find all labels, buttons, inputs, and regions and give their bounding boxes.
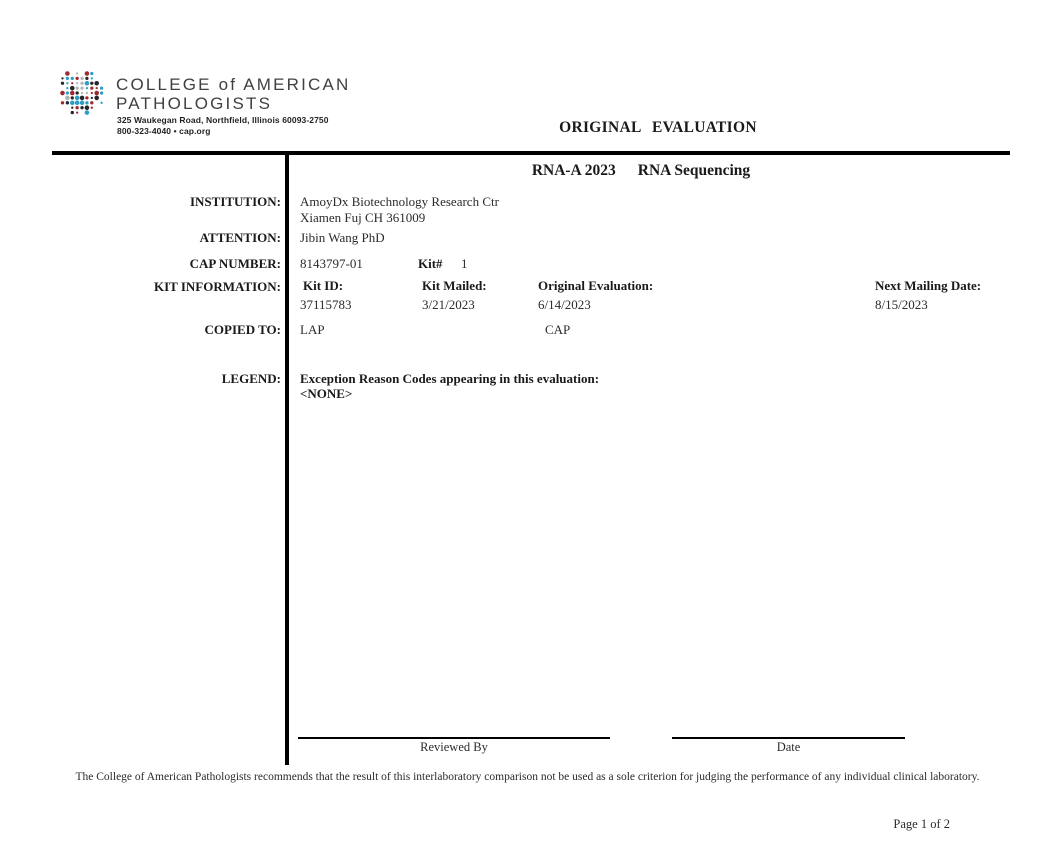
institution-label: INSTITUTION: (189, 194, 281, 209)
kit-mailed-label: Kit Mailed: (422, 278, 487, 293)
institution-name: AmoyDx Biotechnology Research Ctr (300, 194, 499, 209)
date-label: Date (776, 740, 801, 754)
copied-to-value-cap: CAP (545, 322, 571, 337)
original-evaluation-label: Original Evaluation: (538, 278, 654, 293)
kit-number-value: 1 (461, 256, 468, 271)
reviewed-by-label: Reviewed By (420, 740, 488, 754)
cap-number-label: CAP NUMBER: (189, 256, 281, 271)
page-number: Page 1 of 2 (893, 817, 950, 831)
org-name-line1: COLLEGE of AMERICAN (116, 75, 351, 94)
kit-id-value: 37115783 (300, 297, 352, 312)
cap-number-value: 8143797-01 (300, 256, 363, 271)
institution-address: Xiamen Fuj CH 361009 (300, 210, 426, 225)
reviewed-by-signature-line (298, 737, 610, 739)
copied-to-value-lap: LAP (300, 322, 325, 337)
cap-logo-icon (55, 66, 107, 118)
top-horizontal-rule (52, 151, 1010, 155)
kit-information-label: KIT INFORMATION: (154, 279, 281, 294)
org-phone-web: 800-323-4040 • cap.org (117, 126, 211, 136)
legend-line2: <NONE> (300, 386, 353, 401)
copied-to-label: COPIED TO: (204, 322, 281, 337)
kit-number-label: Kit# (418, 256, 443, 271)
next-mailing-date-label: Next Mailing Date: (875, 278, 982, 293)
program-name: RNA Sequencing (637, 162, 751, 179)
legend-label: LEGEND: (221, 371, 281, 386)
attention-value: Jibin Wang PhD (300, 230, 385, 245)
original-evaluation-value: 6/14/2023 (538, 297, 591, 312)
org-address: 325 Waukegan Road, Northfield, Illinois 60093-2750 (117, 115, 329, 125)
org-name-line2: PATHOLOGISTS (116, 94, 273, 113)
kit-mailed-value: 3/21/2023 (422, 297, 475, 312)
program-title (430, 162, 852, 180)
legend-line1: Exception Reason Codes appearing in this evaluation: (300, 371, 600, 386)
left-vertical-rule (285, 151, 289, 765)
kit-id-label: Kit ID: (303, 278, 344, 293)
disclaimer-text: The College of American Pathologists recommends that the result of this interlaboratory comparison not be used as a sole criterion for judging the performance of any individual clinical laboratory. (75, 771, 980, 783)
next-mailing-date-value: 8/15/2023 (875, 297, 928, 312)
evaluation-title: ORIGINAL EVALUATION (559, 119, 757, 136)
program-code: RNA-A 2023 (531, 162, 616, 179)
date-signature-line (672, 737, 905, 739)
attention-label: ATTENTION: (199, 230, 281, 245)
